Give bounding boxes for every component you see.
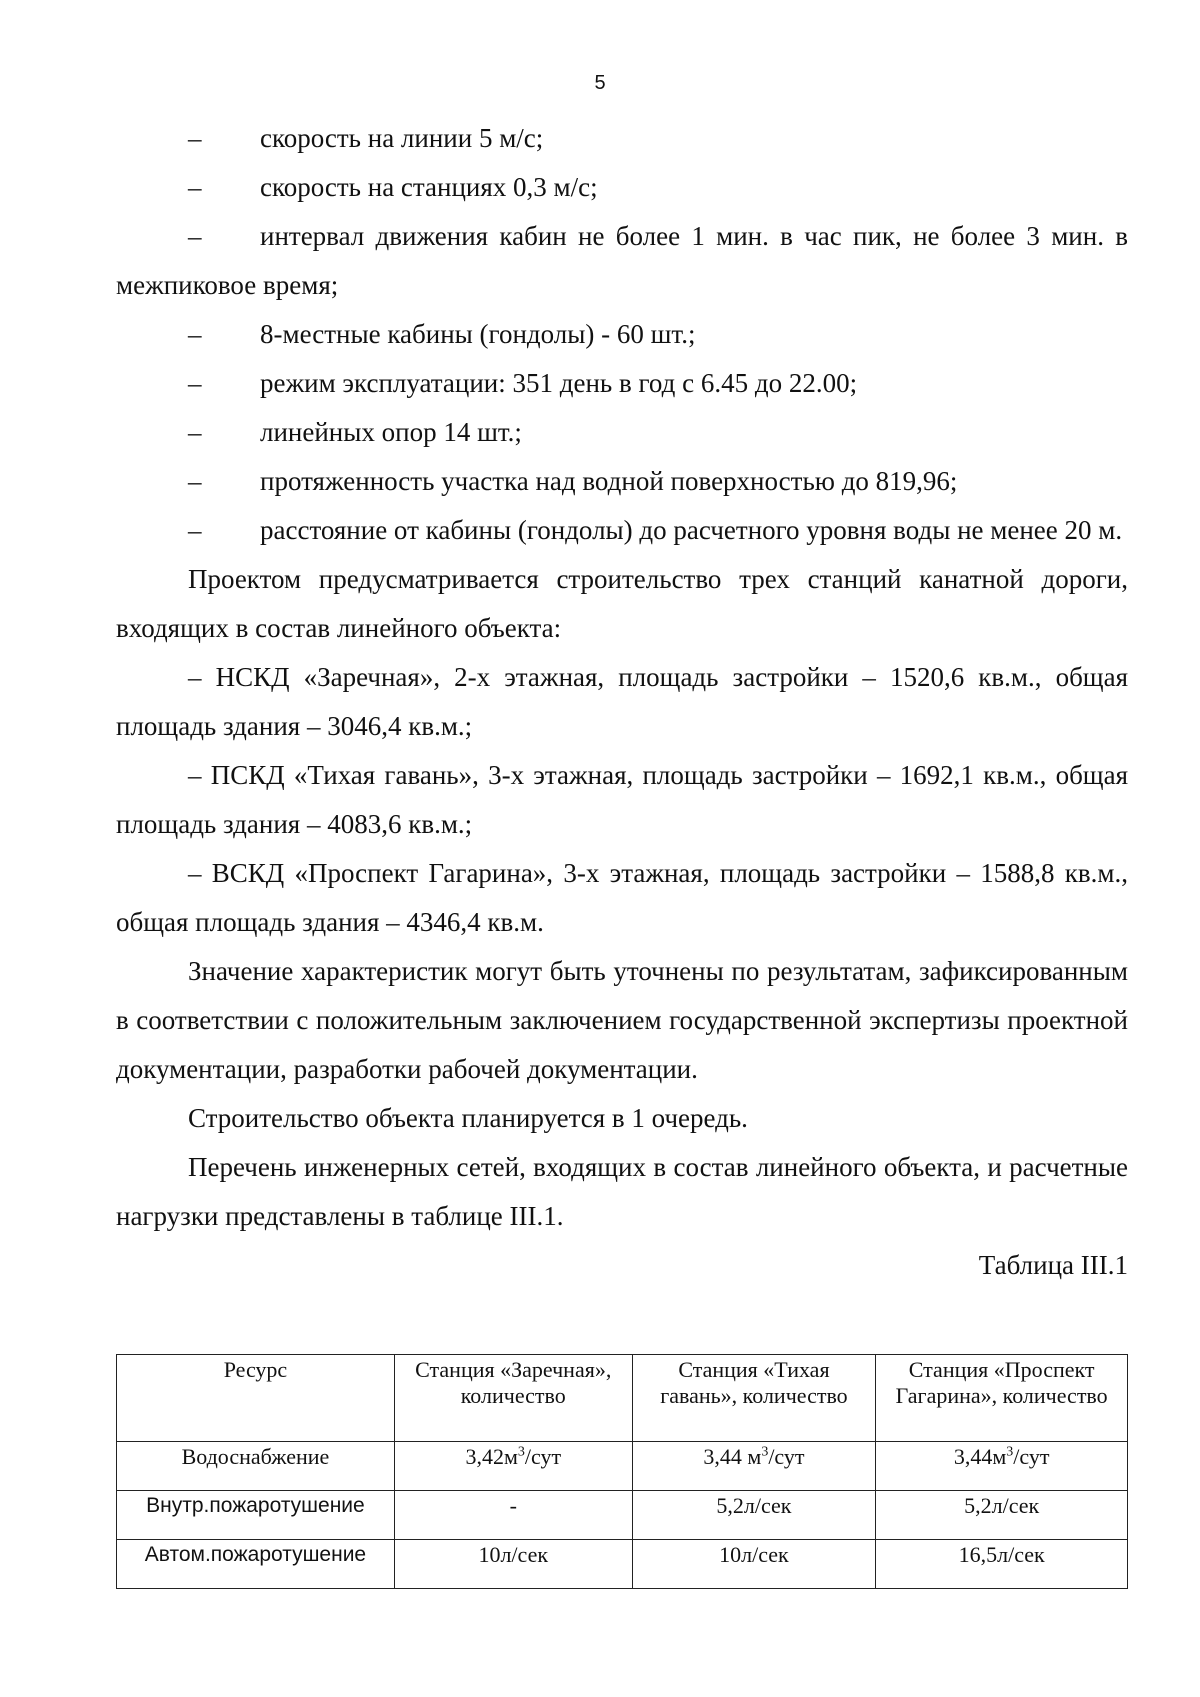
list-item	[116, 114, 1128, 163]
table-row	[117, 1442, 1128, 1491]
list-dash: –	[188, 123, 202, 153]
table-header-station-zarechnaya: Станция «Заречная», количество	[394, 1355, 632, 1442]
table-caption: Таблица III.1	[978, 1250, 1128, 1280]
list-item	[116, 506, 1128, 555]
list-item	[116, 457, 1128, 506]
list-item-text: скорость на станциях 0,3 м/с;	[260, 172, 598, 202]
list-dash: –	[188, 466, 202, 496]
table-header-station-prospekt-gagarina: Станция «Проспект Гагарина», количество	[876, 1355, 1128, 1442]
table-cell-resource: Внутр.пожаротушение	[117, 1491, 395, 1540]
list-item-text: режим эксплуатации: 351 день в год с 6.45 до 22.00;	[260, 368, 858, 398]
table-header-resource: Ресурс	[117, 1355, 395, 1442]
document-body	[116, 114, 1128, 1290]
table-cell-value: -	[394, 1491, 632, 1540]
page-number: 5	[594, 72, 606, 94]
table-cell-value: 5,2л/сек	[632, 1491, 876, 1540]
stations-intro-paragraph: Проектом предусматривается строительство трех станций канатной дороги, входящих в состав линейного объекта:	[116, 564, 1128, 643]
list-dash: –	[188, 515, 202, 545]
list-item	[116, 310, 1128, 359]
list-item-text: интервал движения кабин не более 1 мин. в час пик, не более 3 мин. в межпиковое время;	[116, 221, 1128, 300]
list-item	[116, 212, 1128, 310]
resources-table	[116, 1354, 1128, 1589]
values-note-paragraph: Значение характеристик могут быть уточнены по результатам, зафиксированным в соответствии с положительным заключением государственной экспертизы проектной документации, разработки рабочей документации.	[116, 956, 1128, 1084]
list-item-text: протяженность участка над водной поверхностью до 819,96;	[260, 466, 958, 496]
station-tikhaya-gavan-paragraph: – ПСКД «Тихая гавань», 3-х этажная, площадь застройки – 1692,1 кв.м., общая площадь здания – 4083,6 кв.м.;	[116, 760, 1128, 839]
list-item-text: расстояние от кабины (гондолы) до расчетного уровня воды не менее 20 м.	[260, 515, 1123, 545]
table-cell-value: 10л/сек	[394, 1540, 632, 1589]
table-header-station-tikhaya-gavan: Станция «Тихая гавань», количество	[632, 1355, 876, 1442]
list-dash: –	[188, 172, 202, 202]
table-row	[117, 1491, 1128, 1540]
table-header-row	[117, 1355, 1128, 1442]
table-cell-value: 3,44 $м^3$/сут	[632, 1442, 876, 1491]
list-dash: –	[188, 319, 202, 349]
table-cell-value: $3,42м^3$/сут	[394, 1442, 632, 1491]
networks-paragraph: Перечень инженерных сетей, входящих в состав линейного объекта, и расчетные нагрузки представлены в таблице III.1.	[116, 1152, 1128, 1231]
list-dash: –	[188, 368, 202, 398]
station-prospekt-gagarina-paragraph: – ВСКД «Проспект Гагарина», 3-х этажная, площадь застройки – 1588,8 кв.м., общая площадь здания – 4346,4 кв.м.	[116, 858, 1128, 937]
table-cell-value: $3,44м^3$/сут	[876, 1442, 1128, 1491]
list-item	[116, 408, 1128, 457]
table-cell-value: 16,5л/сек	[876, 1540, 1128, 1589]
table-cell-resource: Автом.пожаротушение	[117, 1540, 395, 1589]
list-item-text: скорость на линии 5 м/с;	[260, 123, 544, 153]
table-cell-value: 10л/сек	[632, 1540, 876, 1589]
list-item	[116, 359, 1128, 408]
table-cell-resource: Водоснабжение	[117, 1442, 395, 1491]
list-dash: –	[188, 417, 202, 447]
table-row	[117, 1540, 1128, 1589]
list-item-text: 8-местные кабины (гондолы) - 60 шт.;	[260, 319, 696, 349]
list-item-text: линейных опор 14 шт.;	[260, 417, 522, 447]
list-item	[116, 163, 1128, 212]
station-zarechnaya-paragraph: – НСКД «Заречная», 2-х этажная, площадь застройки – 1520,6 кв.м., общая площадь здания – 3046,4 кв.м.;	[116, 662, 1128, 741]
table-cell-value: 5,2л/сек	[876, 1491, 1128, 1540]
list-dash: –	[188, 221, 202, 251]
construction-paragraph: Строительство объекта планируется в 1 очередь.	[188, 1103, 748, 1133]
